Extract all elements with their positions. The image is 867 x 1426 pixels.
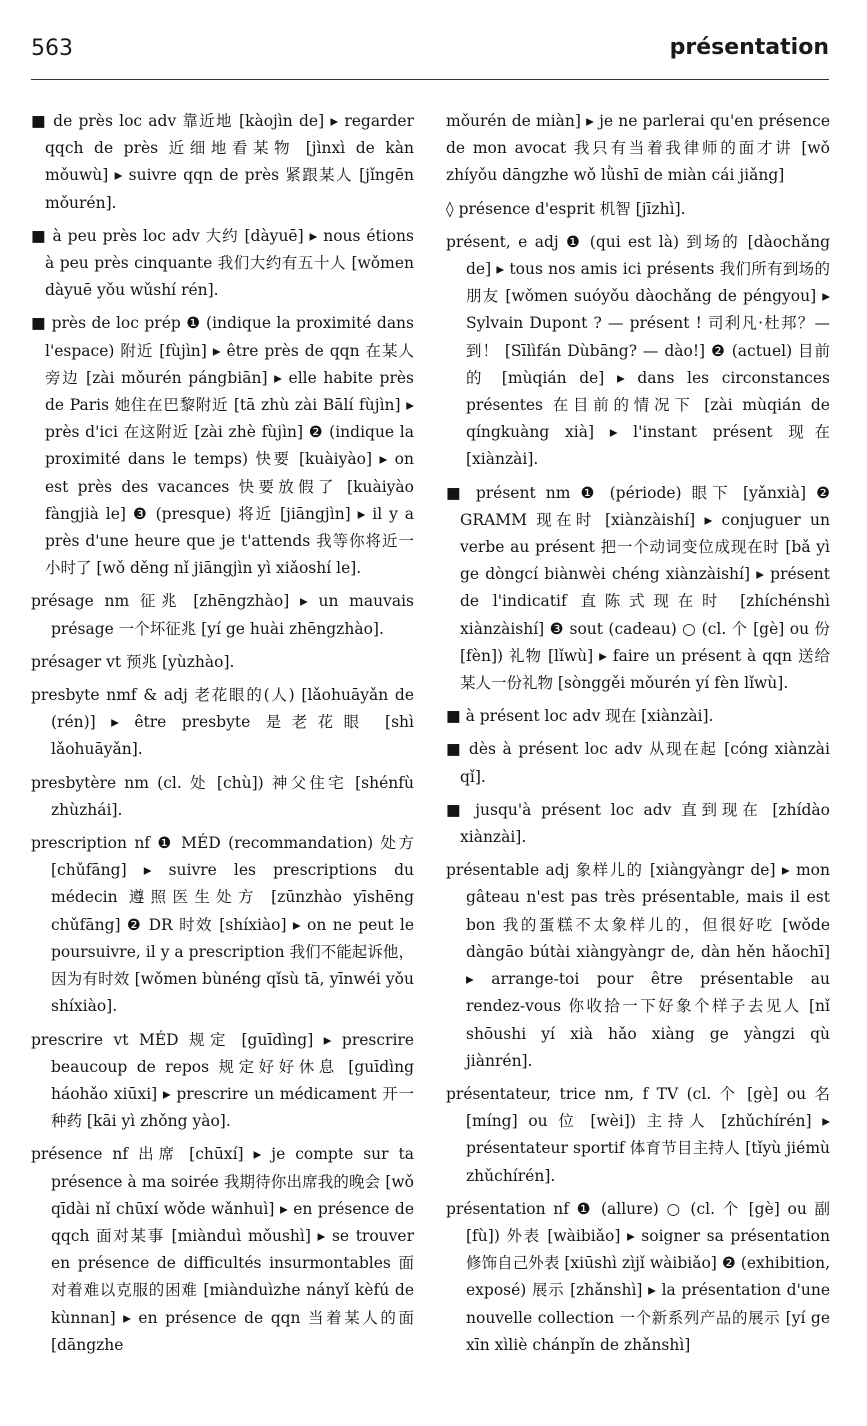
entry-presager: présager vt 预兆 [yùzhào]. [31, 652, 235, 671]
page-header [0, 0, 867, 80]
entry-presentable: présentable adj 象样儿的 [xiàngyàngr de] ▸ mon gâteau n'est pas très présentable, mais il est bon 我的蛋糕不太象样儿的，但很好吃 [wǒde dàngāo bútài xiàngyàngr de, dàn hěn hǎochī] ▸ arrange-toi pour être présentable au rendez-vous 你收拾一下好象个样子去见人 [nǐ shōushi yí xià hǎo xiàng ge yàngzi qù jiànrén]. [446, 861, 830, 1070]
entry-a-present: ■ à présent loc adv 现在 [xiànzài]. [446, 707, 714, 726]
page-number: 563 [31, 36, 73, 61]
right-column [446, 108, 830, 1408]
entry-de-pres: ■ de près loc adv 靠近地 [kàojìn de] ▸ regarder qqch de près 近细地看某物 [jìnxì de kàn mǒuwù] ▸ suivre qqn de près 紧跟某人 [jǐngēn mǒurén]. [31, 112, 414, 212]
entry-present-nm: ■ présent nm ❶ (période) 眼下 [yǎnxià] ❷ GRAMM 现在时 [xiànzàishí] ▸ conjuguer un verbe au présent 把一个动词变位成现在时 [bǎ yì ge dòngcí biànwèi chéng xiànzàishí] ▸ présent de l'indicatif 直陈式现在时 [zhíchénshì xiànzàishí] ❸ sout (cadeau) ○ (cl. 个 [gè] ou 份 [fèn]) 礼物 [lǐwù] ▸ faire un présent à qqn 送给某人一份礼物 [sònggěi mǒurén yí fèn lǐwù]. [446, 483, 830, 693]
entry-presentateur: présentateur, trice nm, f TV (cl. 个 [gè] ou 名 [míng] ou 位 [wèi]) 主持人 [zhǔchírén] ▸ présentateur sportif 体育节目主持人 [tǐyù jiémù zhǔchírén]. [446, 1084, 830, 1185]
entry-pres-de: ■ près de loc prép ❶ (indique la proximité dans l'espace) 附近 [fùjìn] ▸ être près de qqn 在某人旁边 [zài mǒurén pángbiān] ▸ elle habite près de Paris 她住在巴黎附近 [tā zhù zài Bālí fùjìn] ▸ près d'ici 在这附近 [zài zhè fùjìn] ❷ (indique la proximité dans le temps) 快要 [kuàiyào] ▸ on est près des vacances 快要放假了 [kuàiyào fàngjià le] ❸ (presque) 将近 [jiāngjìn] ▸ il y a près d'une heure que je t'attends 我等你将近一小时了 [wǒ děng nǐ jiāngjìn yì xiǎoshí le]. [31, 314, 414, 578]
entry-presentation: présentation nf ❶ (allure) ○ (cl. 个 [gè] ou 副 [fù]) 外表 [wàibiǎo] ▸ soigner sa présentation 修饰自己外表 [xiūshì zìjǐ wàibiǎo] ❷ (exhibition, exposé) 展示 [zhǎnshì] ▸ la présentation d'une nouvelle collection 一个新系列产品的展示 [yí ge xīn xìliè chánpǐn de zhǎnshì] [446, 1199, 830, 1354]
entry-presbyte: presbyte nmf & adj 老花眼的(人) [lǎohuāyǎn de (rén)] ▸ être presbyte 是老花眼 [shì lǎohuāyǎn]. [31, 686, 414, 759]
entry-des-a-present: ■ dès à présent loc adv 从现在起 [cóng xiànzài qǐ]. [446, 740, 830, 786]
entry-presence-continued: mǒurén de miàn] ▸ je ne parlerai qu'en présence de mon avocat 我只有当着我律师的面才讲 [wǒ zhíyǒu dāngzhe wǒ lǜshī de miàn cái jiǎng] [446, 112, 830, 185]
entry-present-adj: présent, e adj ❶ (qui est là) 到场的 [dàochǎng de] ▸ tous nos amis ici présents 我们所有到场的朋友 [wǒmen suóyǒu dàochǎng de péngyou] ▸ Sylvain Dupont ? — présent ! 司利凡·杜邦？—到！ [Sīlìfán Dùbāng? — dào!] ❷ (actuel) 目前的 [mùqián de] ▸ dans les circonstances présentes 在目前的情况下 [zài mùqián de qíngkuàng xià] ▸ l'instant présent 现在 [xiànzài]. [446, 232, 830, 469]
entry-a-peu-pres: ■ à peu près loc adv 大约 [dàyuē] ▸ nous étions à peu près cinquante 我们大约有五十人 [wǒmen dàyuē yǒu wǔshí rén]. [31, 226, 414, 300]
entry-presage: présage nm 征兆 [zhēngzhào] ▸ un mauvais présage 一个坏征兆 [yí ge huài zhēngzhào]. [31, 592, 414, 638]
header-rule [31, 79, 829, 80]
entry-prescrire: prescrire vt MÉD 规定 [guīdìng] ▸ prescrire beaucoup de repos 规定好好休息 [guīdìng háohǎo xiūxi] ▸ prescrire un médicament 开一种药 [kāi yì zhǒng yào]. [31, 1030, 414, 1131]
entry-jusqu-a-present: ■ jusqu'à présent loc adv 直到现在 [zhídào xiànzài]. [446, 800, 830, 847]
entry-presence-d-esprit: ◊ présence d'esprit 机智 [jīzhì]. [446, 199, 686, 218]
entry-prescription: prescription nf ❶ MÉD (recommandation) 处方 [chǔfāng] ▸ suivre les prescriptions du médecin 遵照医生处方 [zūnzhào yīshēng chǔfāng] ❷ DR 时效 [shíxiào] ▸ on ne peut le poursuivre, il y a prescription 我们不能起诉他，因为有时效 [wǒmen bùnéng qǐsù tā, yīnwéi yǒu shíxiào]. [31, 834, 414, 1016]
left-column [31, 108, 414, 1408]
entry-presbytere: presbytère nm (cl. 处 [chù]) 神父住宅 [shénfù zhùzhái]. [31, 773, 414, 819]
entry-presence: présence nf 出席 [chūxí] ▸ je compte sur ta présence à ma soirée 我期待你出席我的晚会 [wǒ qīdài nǐ chūxí wǒde wǎnhuì] ▸ en présence de qqch 面对某事 [miànduì mǒushì] ▸ se trouver en présence de difficultés insurmontables 面对着难以克服的困难 [miànduìzhe nányǐ kèfú de kùnnan] ▸ en présence de qqn 当着某人的面 [dāngzhe [31, 1145, 414, 1354]
running-head: présentation [669, 35, 829, 60]
